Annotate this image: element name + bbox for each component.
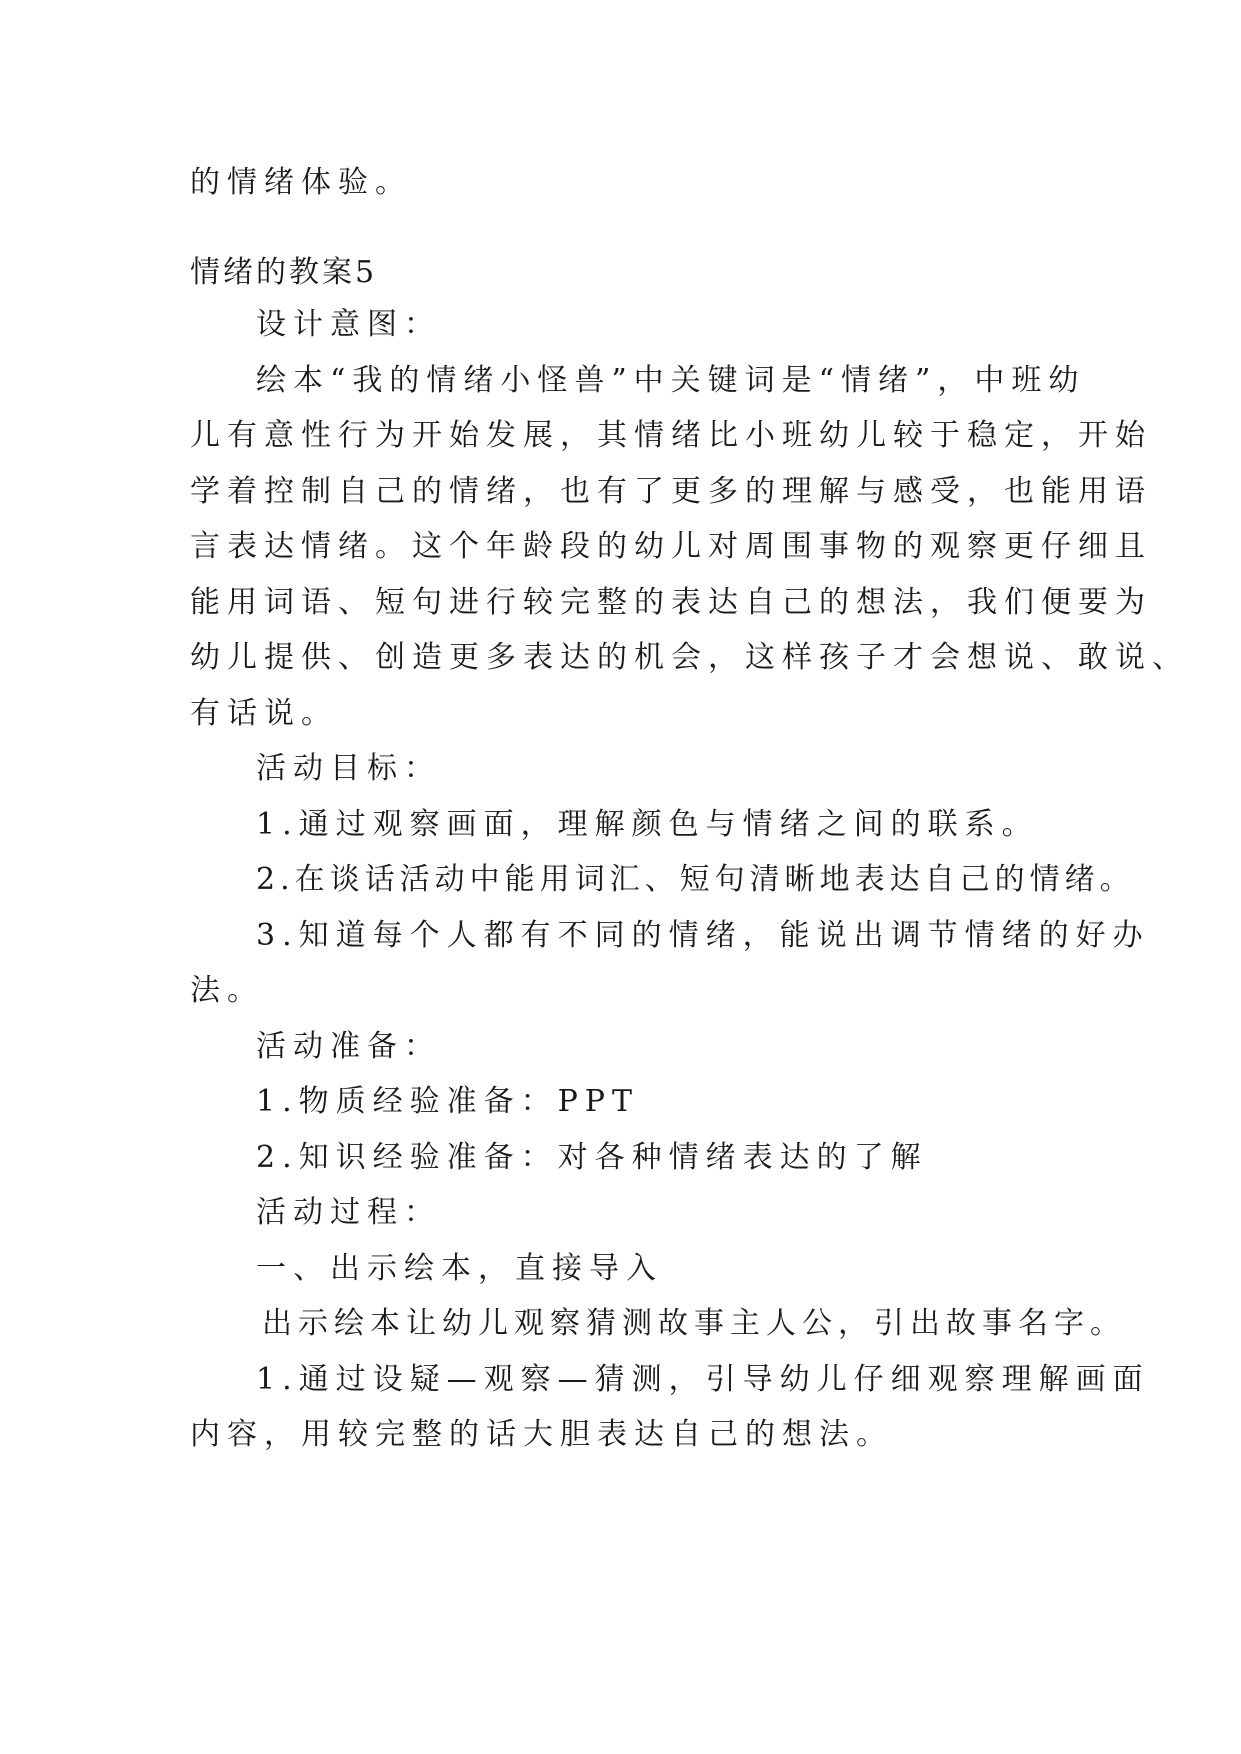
subheading-activity-prep: 活动准备： <box>256 1029 441 1064</box>
list-item-continuation: 法。 <box>190 973 264 1008</box>
paragraph-line: 学着控制自己的情绪，也有了更多的理解与感受，也能用语 <box>190 474 1152 509</box>
text-line: 的情绪体验。 <box>190 165 412 200</box>
paragraph-line: 幼儿提供、创造更多表达的机会，这样孩子才会想说、敢说、 <box>190 640 1189 675</box>
paragraph-line: 有话说。 <box>190 696 338 731</box>
subheading-design-intent: 设计意图： <box>256 307 441 342</box>
list-item: 1.物质经验准备：PPT <box>256 1084 640 1119</box>
list-item: 2.在谈话活动中能用词汇、短句清晰地表达自己的情绪。 <box>256 862 1135 897</box>
subheading-activity-process: 活动过程： <box>256 1195 441 1230</box>
list-item-continuation: 内容，用较完整的话大胆表达自己的想法。 <box>190 1417 893 1452</box>
paragraph-line: 言表达情绪。这个年龄段的幼儿对周围事物的观察更仔细且 <box>190 529 1152 564</box>
list-item: 3.知道每个人都有不同的情绪，能说出调节情绪的好办 <box>256 918 1150 953</box>
list-item: 1.通过观察画面，理解颜色与情绪之间的联系。 <box>256 807 1039 842</box>
list-item: 1.通过设疑—观察—猜测，引导幼儿仔细观察理解画面 <box>256 1362 1150 1397</box>
paragraph-line: 儿有意性行为开始发展，其情绪比小班幼儿较于稳定，开始 <box>190 418 1152 453</box>
paragraph-line: 出示绘本让幼儿观察猜测故事主人公，引出故事名字。 <box>262 1306 1126 1341</box>
paragraph-line: 能用词语、短句进行较完整的表达自己的想法，我们便要为 <box>190 585 1152 620</box>
section-heading: 情绪的教案5 <box>190 255 378 290</box>
subheading-activity-goals: 活动目标： <box>256 751 441 786</box>
paragraph-line: 绘本“我的情绪小怪兽”中关键词是“情绪”，中班幼 <box>256 363 1086 398</box>
list-item: 2.知识经验准备：对各种情绪表达的了解 <box>256 1140 928 1175</box>
step-heading: 一、出示绘本，直接导入 <box>256 1251 663 1286</box>
